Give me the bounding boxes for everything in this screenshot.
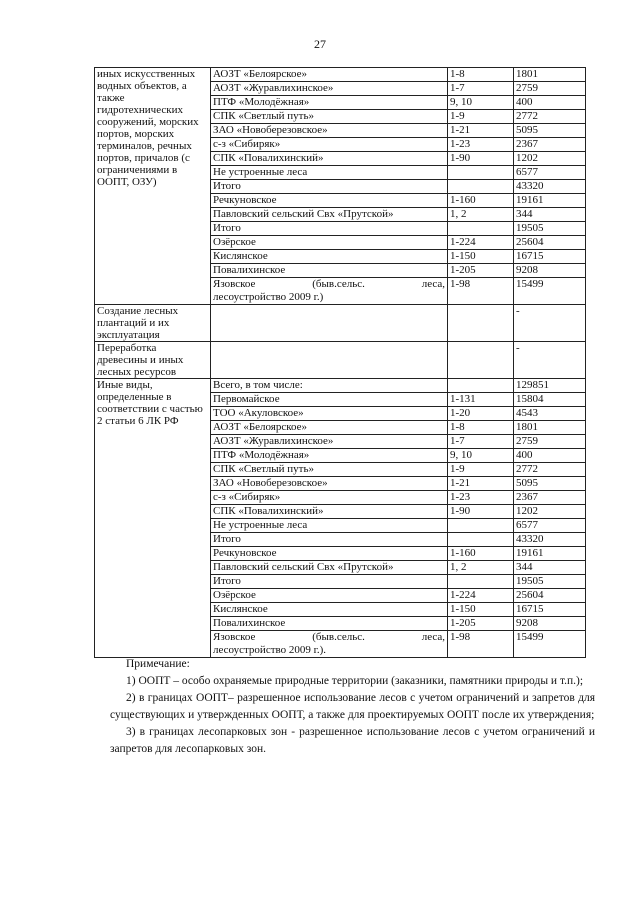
forestry-name: СПК «Повалихинский»	[211, 152, 448, 166]
quarter-range	[448, 519, 514, 533]
quarter-range: 1, 2	[448, 208, 514, 222]
area-value: 2772	[514, 463, 586, 477]
quarter-range: 1-90	[448, 505, 514, 519]
area-value: 2772	[514, 110, 586, 124]
quarter-range: 1-160	[448, 547, 514, 561]
quarter-range	[448, 222, 514, 236]
forestry-name: АОЗТ «Белоярское»	[211, 68, 448, 82]
forestry-name: ЗАО «Новоберезовское»	[211, 124, 448, 138]
quarter-range: 1-21	[448, 477, 514, 491]
area-value: 19505	[514, 222, 586, 236]
area-value: 2367	[514, 138, 586, 152]
area-value: 15499	[514, 631, 586, 658]
area-value: 2367	[514, 491, 586, 505]
forestry-name: Кислянское	[211, 250, 448, 264]
area-value: 129851	[514, 379, 586, 393]
quarter-range	[448, 533, 514, 547]
quarter-range: 1-205	[448, 617, 514, 631]
note-item: 2) в границах ООПТ– разрешенное использование лесов с учетом ограничений и запретов для существующих и утвержденных ООПТ, а также для проектируемых ООПТ после их утверждения;	[110, 692, 595, 721]
quarter-range: 1-20	[448, 407, 514, 421]
area-value: 16715	[514, 603, 586, 617]
forestry-name: АОЗТ «Журавлихинское»	[211, 435, 448, 449]
forestry-name: Повалихинское	[211, 617, 448, 631]
forestry-name: Озёрское	[211, 236, 448, 250]
table-row	[95, 342, 586, 379]
area-value: 6577	[514, 519, 586, 533]
area-value: 5095	[514, 124, 586, 138]
area-value: 25604	[514, 589, 586, 603]
notes-title: Примечание:	[126, 658, 190, 670]
section-wood-processing	[95, 342, 586, 379]
quarter-range: 1-224	[448, 236, 514, 250]
page-number: 27	[314, 37, 326, 51]
forestry-name: Первомайское	[211, 393, 448, 407]
forestry-name: с-з «Сибиряк»	[211, 491, 448, 505]
forestry-name: ТОО «Акуловское»	[211, 407, 448, 421]
quarter-range: 1-150	[448, 603, 514, 617]
area-value: 25604	[514, 236, 586, 250]
forestry-name: Кислянское	[211, 603, 448, 617]
quarter-range: 1-98	[448, 631, 514, 658]
forestry-name: Язовское (быв.сельс. леса, лесоустройство 2009 г.).	[211, 631, 448, 658]
area-value: 344	[514, 561, 586, 575]
section-plantations	[95, 305, 586, 342]
area-value: 400	[514, 96, 586, 110]
quarter-range: 1-7	[448, 435, 514, 449]
quarter-range: 1-8	[448, 421, 514, 435]
forestry-name: с-з «Сибиряк»	[211, 138, 448, 152]
quarter-range	[448, 379, 514, 393]
area-value: 43320	[514, 180, 586, 194]
quarter-range: 1-150	[448, 250, 514, 264]
quarter-range: 9, 10	[448, 449, 514, 463]
forestry-name: Не устроенные леса	[211, 166, 448, 180]
forestry-name: Итого	[211, 180, 448, 194]
value-cell: -	[514, 305, 586, 342]
area-value: 6577	[514, 166, 586, 180]
quarter-range: 1-7	[448, 82, 514, 96]
forestry-name: Всего, в том числе:	[211, 379, 448, 393]
quarter-range: 1-8	[448, 68, 514, 82]
quarter-range: 1-23	[448, 138, 514, 152]
forestry-name: Речкуновское	[211, 547, 448, 561]
category-label: Иные виды, определенные в соответствии с частью 2 статьи 6 ЛК РФ	[95, 379, 211, 658]
forestry-name: Итого	[211, 533, 448, 547]
quarter-range: 1-205	[448, 264, 514, 278]
forestry-name: Павловский сельский Свх «Прутской»	[211, 561, 448, 575]
forestry-name: Повалихинское	[211, 264, 448, 278]
note-item: 1) ООПТ – особо охраняемые природные территории (заказники, памятники природы и т.п.);	[126, 675, 584, 687]
area-value: 1801	[514, 421, 586, 435]
quarter-range: 1-90	[448, 152, 514, 166]
area-value: 1202	[514, 505, 586, 519]
quarter-range	[448, 180, 514, 194]
forestry-name: АОЗТ «Журавлихинское»	[211, 82, 448, 96]
area-value: 15499	[514, 278, 586, 305]
quarter-range: 1-131	[448, 393, 514, 407]
forestry-name: Язовское (быв.сельс. леса, лесоустройство 2009 г.)	[211, 278, 448, 305]
area-value: 5095	[514, 477, 586, 491]
value-cell: -	[514, 342, 586, 379]
forestry-name: Не устроенные леса	[211, 519, 448, 533]
forestry-name: ЗАО «Новоберезовское»	[211, 477, 448, 491]
quarter-range: 1-9	[448, 463, 514, 477]
forestry-name: СПК «Повалихинский»	[211, 505, 448, 519]
area-value: 16715	[514, 250, 586, 264]
forestry-name: Озёрское	[211, 589, 448, 603]
category-label: Создание лесных плантаций и их эксплуатация	[95, 305, 211, 342]
category-label: иных искусственных водных объектов, а также гидротехнических сооружений, морских портов, морских терминалов, речных портов, причалов (с ограничениями в ООПТ, ОЗУ)	[95, 68, 211, 305]
forestry-name: Павловский сельский Свх «Прутской»	[211, 208, 448, 222]
area-value: 19161	[514, 194, 586, 208]
forestry-name: Итого	[211, 575, 448, 589]
quarter-range: 1-21	[448, 124, 514, 138]
area-value: 43320	[514, 533, 586, 547]
table-row	[95, 305, 586, 342]
section-water-objects	[95, 68, 586, 305]
forestry-name: СПК «Светлый путь»	[211, 110, 448, 124]
forestry-name: ПТФ «Молодёжная»	[211, 449, 448, 463]
table-row	[95, 379, 586, 393]
area-value: 9208	[514, 617, 586, 631]
area-value: 19161	[514, 547, 586, 561]
forest-use-table	[94, 67, 586, 658]
note-item: 3) в границах лесопарковых зон - разрешенное использование лесов с учетом ограничений и запретов для лесопарковых зон.	[110, 726, 595, 755]
area-value: 9208	[514, 264, 586, 278]
area-value: 2759	[514, 435, 586, 449]
quarter-range: 1-224	[448, 589, 514, 603]
quarter-range: 1, 2	[448, 561, 514, 575]
section-other-uses	[95, 379, 586, 658]
quarter-range: 1-160	[448, 194, 514, 208]
quarter-range: 1-23	[448, 491, 514, 505]
category-label: Переработка древесины и иных лесных ресурсов	[95, 342, 211, 379]
area-value: 400	[514, 449, 586, 463]
forestry-name: Речкуновское	[211, 194, 448, 208]
area-value: 1801	[514, 68, 586, 82]
forestry-name: АОЗТ «Белоярское»	[211, 421, 448, 435]
table-row	[95, 68, 586, 82]
quarter-range	[448, 575, 514, 589]
quarter-range: 1-98	[448, 278, 514, 305]
forestry-name: Итого	[211, 222, 448, 236]
area-value: 2759	[514, 82, 586, 96]
notes-block	[110, 656, 595, 758]
area-value: 344	[514, 208, 586, 222]
quarter-range: 1-9	[448, 110, 514, 124]
forestry-name: СПК «Светлый путь»	[211, 463, 448, 477]
area-value: 4543	[514, 407, 586, 421]
quarter-range	[448, 166, 514, 180]
area-value: 15804	[514, 393, 586, 407]
forestry-name: ПТФ «Молодёжная»	[211, 96, 448, 110]
area-value: 19505	[514, 575, 586, 589]
area-value: 1202	[514, 152, 586, 166]
quarter-range: 9, 10	[448, 96, 514, 110]
